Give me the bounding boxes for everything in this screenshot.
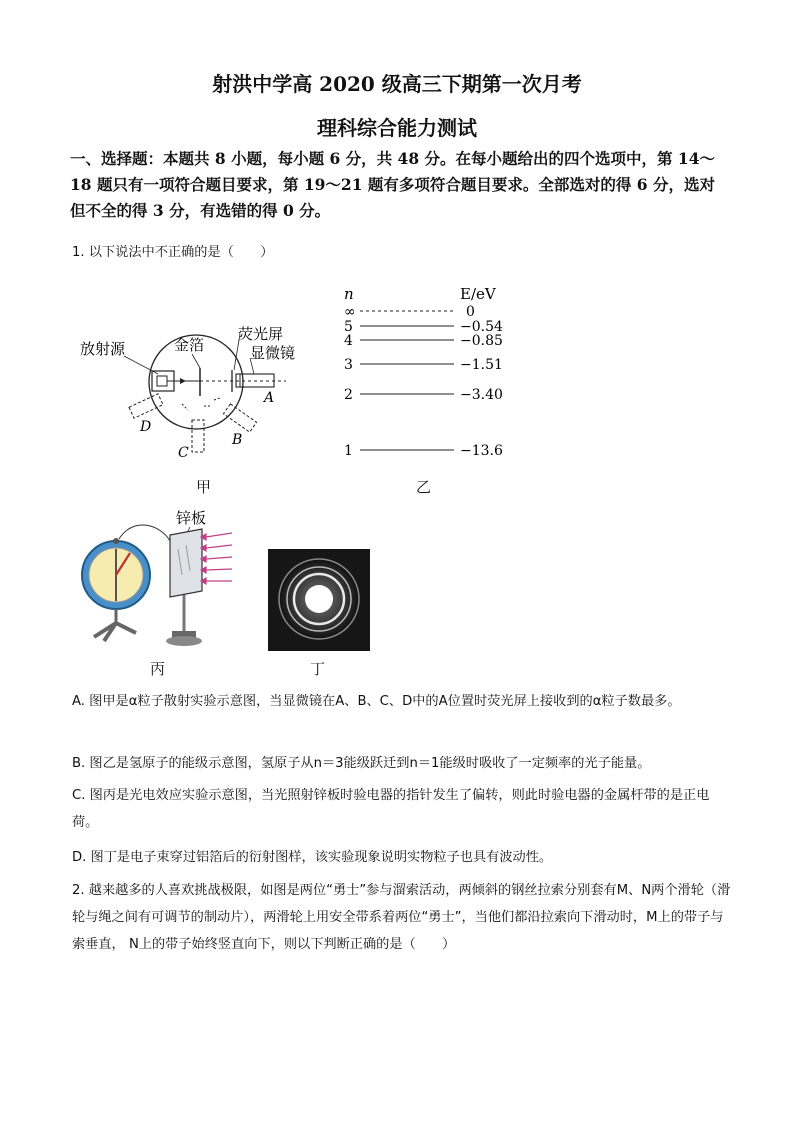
energy-level-n: 4 xyxy=(344,333,353,349)
caption-bing: 丙 xyxy=(150,660,166,678)
energy-level-value: −0.54 xyxy=(460,319,503,335)
e-axis-label: E/eV xyxy=(460,285,496,303)
energy-level-value: −1.51 xyxy=(460,357,503,373)
energy-level-n: 2 xyxy=(344,387,353,403)
figure-ding-diffraction xyxy=(268,549,370,651)
section-instructions: 一、选择题：本题共 8 小题，每小题 6 分，共 48 分。在每小题给出的四个选项中，第 14～18 题只有一项符合题目要求，第 19～21 题有多项符合题目要求。全部选对的得 6 分，选对但不全的得 3 分，有选错的得 0 分。 xyxy=(70,149,715,220)
energy-level-n: 5 xyxy=(344,319,353,335)
label-C: C xyxy=(178,445,189,461)
exam-subtitle: 理科综合能力测试 xyxy=(317,116,477,140)
caption-yi: 乙 xyxy=(416,478,432,496)
energy-level-value: −0.85 xyxy=(460,333,503,349)
energy-level-value: −13.6 xyxy=(460,443,503,459)
energy-level-n: ∞ xyxy=(344,304,356,320)
label-B: B xyxy=(232,432,243,448)
label-microscope: 显微镜 xyxy=(250,344,296,362)
label-source: 放射源 xyxy=(80,340,126,358)
energy-level-value: −3.40 xyxy=(460,387,503,403)
n-axis-label: n xyxy=(344,285,354,303)
energy-level-n: 3 xyxy=(344,357,353,373)
label-D: D xyxy=(140,419,152,435)
caption-ding: 丁 xyxy=(310,660,326,678)
figure-jia-alpha-scattering xyxy=(74,320,314,470)
exam-title: 射洪中学高 2020 级高三下期第一次月考 xyxy=(212,72,582,96)
q1-stem: 1. 以下说法中不正确的是（ ） xyxy=(72,245,274,260)
q1-option-d: D. 图丁是电子束穿过铝箔后的衍射图样，该实验现象说明实物粒子也具有波动性。 xyxy=(72,850,553,865)
energy-level-n: 1 xyxy=(344,443,353,459)
label-zinc-plate: 锌板 xyxy=(176,509,207,527)
figure-bing-photoelectric xyxy=(74,505,250,650)
q2-stem: 2. 越来越多的人喜欢挑战极限，如图是两位“勇士”参与溜索活动，两倾斜的钢丝拉索分别套有M、N两个滑轮（滑轮与绳之间有可调节的制动片），两滑轮上用安全带系着两位“勇士”，当他们都沿拉索向下滑动时，M上的带子与索垂直， N上的带子始终竖直向下，则以下判断正确的是（ ） xyxy=(72,883,731,952)
figure-yi-energy-levels xyxy=(336,282,516,467)
caption-jia: 甲 xyxy=(196,478,212,496)
q1-option-c: C. 图丙是光电效应实验示意图，当光照射锌板时验电器的指针发生了偏转，则此时验电器的金属杆带的是正电荷。 xyxy=(72,788,710,830)
label-A: A xyxy=(264,390,275,406)
q1-option-b: B. 图乙是氢原子的能级示意图，氢原子从n＝3能级跃迁到n＝1能级时吸收了一定频率的光子能量。 xyxy=(72,756,651,771)
label-foil: 金箔 xyxy=(174,336,205,354)
energy-level-value: 0 xyxy=(466,304,475,320)
q1-option-a: A. 图甲是α粒子散射实验示意图，当显微镜在A、B、C、D中的A位置时荧光屏上接收到的α粒子数最多。 xyxy=(72,694,681,709)
label-screen: 荧光屏 xyxy=(238,325,284,343)
